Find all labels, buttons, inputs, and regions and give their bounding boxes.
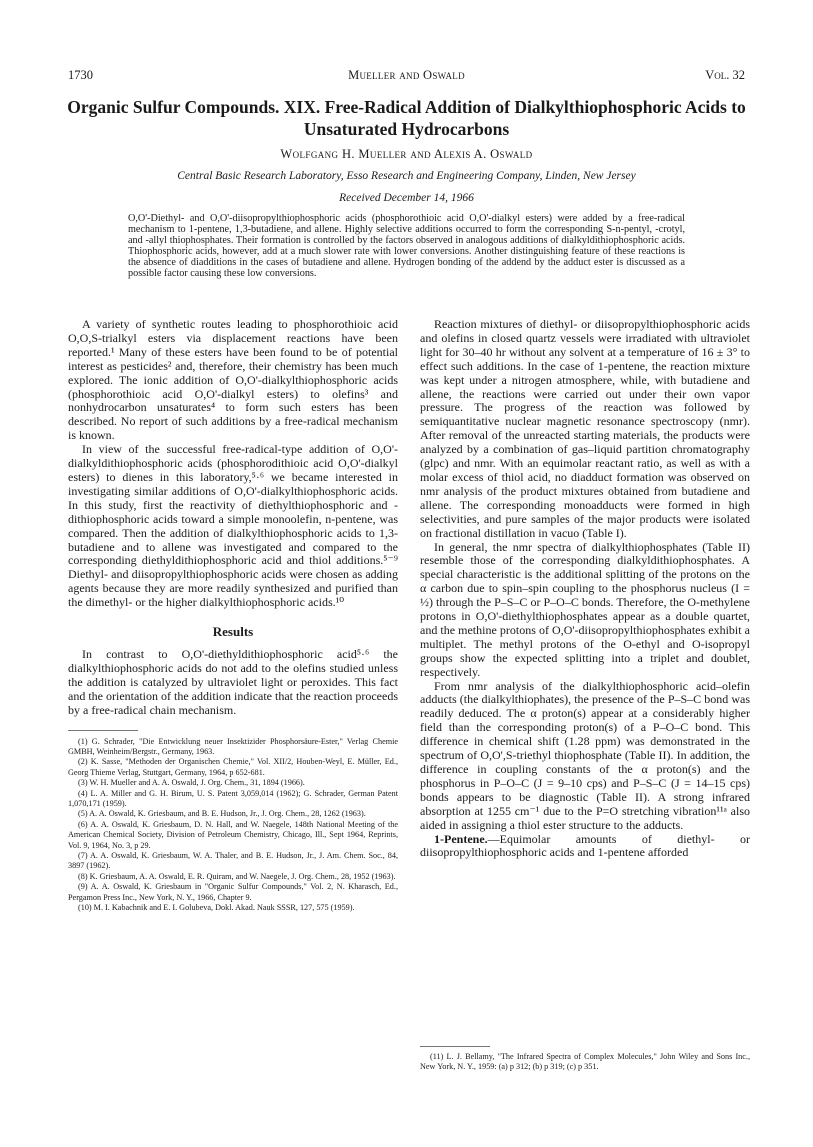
body-paragraph-3: From nmr analysis of the dialkylthiophosphoric acid–olefin adducts (the dialkylthiophates), the presence of the P–S–C bond was readily deduced. The α proton(s) appear at a considerably higher field than the corresponding proton(s) of a P–O–C bond. This difference in chemical shift (1.28 ppm) was demonstrated in the spectrum of O,O',S-triethyl thiophosphate (Table II). In addition, the difference in coupling constants of the α proton(s) and the phosphorus in P–O–C (J = 9–10 cps) and P–S–C (J = 14–15 cps) bonds appears to be diagnostic (Table II). A strong infrared absorption at 1255 cm⁻¹ due to the P=O stretching vibration¹¹ᵃ also aided in assigning a thiol ester structure to the adducts. — [420, 678, 750, 832]
article-title: Organic Sulfur Compounds. XIX. Free-Radical Addition of Dialkylthiophosphoric Acids to Unsaturated Hydrocarbons — [67, 97, 746, 139]
page-number: 1730 — [68, 68, 93, 82]
results-paragraph-1: In contrast to O,O'-diethyldithiophosphoric acid⁵·⁶ the dialkylthiophosphoric acids do not add to the olefins studied unless the addition is catalyzed by ultraviolet light or peroxides. This fact and the orientation of the addition indicate that the reaction proceeds by a free-radical chain mechanism. — [68, 647, 398, 717]
footnote: (4) L. A. Miller and G. H. Birum, U. S. Patent 3,059,014 (1962); G. Schrader, German Patent 1,070,171 (1959). — [68, 788, 398, 808]
footnote: (10) M. I. Kabachnik and E. I. Golubeva, Dokl. Akad. Nauk SSSR, 127, 575 (1959). — [78, 903, 355, 913]
intro-paragraph-2: In view of the successful free-radical-type addition of O,O'-dialkyldithiophosphoric acids (phosphorodithioic acid O,O'-dialkyl esters) to dienes in this laboratory,⁵·⁶ we became interested in investigating similar additions of O,O'-dialkylthiophosphoric acids. In this study, first the reactivity of diethylthiophosphoric and -dithiophosphoric acids toward a simple monoolefin, n-pentene, was compared. Then the addition of dialkylthiophosphoric acids to 1,3-butadiene and to allene was investigated and compared to the corresponding diethyldithiophosphoric acid and thiol additions.⁵⁻⁹ Diethyl- and diisopropylthiophosphoric acids were chosen as adding agents because they are more readily synthesized and purified than the dimethyl- or the higher dialkylthiophosphoric acids.¹⁰ — [68, 442, 398, 610]
footnote-right-block — [420, 1052, 750, 1073]
footnote: (7) A. A. Oswald, K. Griesbaum, W. A. Thaler, and B. E. Hudson, Jr., J. Am. Chem. Soc., 84, 3897 (1962). — [68, 851, 398, 871]
body-paragraph-4 — [420, 833, 750, 861]
abstract: O,O'-Diethyl- and O,O'-diisopropylthiophosphoric acids (phosphorothioic acid O,O'-dialkyl esters) were added by a free-radical mechanism to 1-pentene, 1,3-butadiene, and allene. Highly selective additions occurred to form the corresponding S-n-pentyl, -crotyl, and -allyl thiophosphates. Their formation is controlled by the factors observed in analogous additions of dialkyldithiophosphoric acids. Thiophosphoric acids, however, add at a much slower rate with lower conversions. Another distinguishing feature of these reactions is the absence of diadditions in the cases of butadiene and allene. Hydrogen bonding of the addend by the adduct ester is discussed as a possible factor causing these low conversions. — [128, 213, 685, 280]
results-heading: Results — [212, 624, 254, 640]
footnote: (6) A. A. Oswald, K. Griesbaum, D. N. Hall, and W. Naegele, 148th National Meeting of the American Chemical Society, Division of Petroleum Chemistry, Chicago, Ill., Sept 1964, Reprints, Vol. 9, 1964, No. 3, p 29. — [68, 819, 398, 850]
left-column — [68, 318, 398, 913]
intro-paragraph-1: A variety of synthetic routes leading to phosphorothioic acid O,O,S-trialkyl esters via displacement reactions have been reported.¹ Many of these esters have been found to be of potential interest as pesticides² and, therefore, their chemistry has been much explored. The ionic addition of O,O'-dialkylthiophosphoric acids (phosphorothioic acid O,O'-dialkyl esters) to olefins³ and nonhydrocarbon unsaturates⁴ to form such esters has been described. No report of such additions by a free-radical mechanism is known. — [68, 317, 398, 443]
body-paragraph-2: In general, the nmr spectra of dialkylthiophosphates (Table II) resemble those of the corresponding dialkyldithiophosphates. A special characteristic is the additional splitting of the protons on the α carbon due to spin–spin coupling to the phosphorus nucleus (I = ½) through the P–S–C or P–O–C bonds. Therefore, the O-methylene protons in O,O'-diethylthiophosphates appear as a double quartet, and the methine protons of O,O'-diisopropylthiophosphates exhibit a multiplet. The methyl protons of the O-ethyl and O-isopropyl groups show the expected splitting into a triplet and doublet, respectively. — [420, 539, 750, 679]
footnote: (2) K. Sasse, "Methoden der Organischen Chemie," Vol. XII/2, Houben-Weyl, E. Müller, Ed., Georg Thieme Verlag, Stuttgart, Germany, 1964, p 652-681. — [68, 757, 398, 777]
right-column — [420, 318, 750, 860]
received-date: Received December 14, 1966 — [339, 192, 474, 204]
footnote: (8) K. Griesbaum, A. A. Oswald, E. R. Quiram, and W. Naegele, J. Org. Chem., 28, 1952 (1963). — [78, 871, 396, 881]
affiliation: Central Basic Research Laboratory, Esso Research and Engineering Company, Linden, New Jersey — [177, 170, 636, 182]
pentene-paragraph-text: —Equimolar amounts of diethyl- or diisopropylthiophosphoric acids and 1-pentene afforded — [420, 831, 750, 860]
footnote-rule — [68, 730, 138, 731]
footnote: (3) W. H. Mueller and A. A. Oswald, J. Org. Chem., 31, 1894 (1966). — [78, 778, 305, 788]
article-authors: Wolfgang H. Mueller and Alexis A. Oswald — [280, 147, 533, 161]
footnote: (9) A. A. Oswald, K. Griesbaum in "Organic Sulfur Compounds," Vol. 2, N. Kharasch, Ed., Pergamon Press Inc., New York, N. Y., 1966, Chapter 9. — [68, 882, 398, 902]
body-paragraph-1: Reaction mixtures of diethyl- or diisopropylthiophosphoric acids and olefins in closed quartz vessels were irradiated with ultraviolet light for 30–40 hr without any solvent at a temperature of 16 ± 3° to effect such additions. In the case of 1-pentene, the reaction mixture was kept under a nitrogen atmosphere, while, with butadiene and allene, the reactions were carried out under their own vapor pressure. The progress of the reaction was followed by semiquantitative nuclear magnetic resonance spectroscopy (nmr). After removal of the unreacted starting materials, the products were analyzed by a combination of gas–liquid partition chromatography (glpc) and nmr. With an equimolar reactant ratio, as well as with a molar excess of thiol acid, no diadduct formation was observed on nmr analysis of the product mixtures obtained from butadiene and allene. The corresponding monoadducts were formed in high selectivities, and pure samples of the major products were isolated on fractional distillation in vacuo (Table I). — [420, 317, 750, 540]
footnote-rule-right — [420, 1046, 490, 1047]
footnote: (1) G. Schrader, "Die Entwicklung neuer Insektizider Phosphorsäure-Ester," Verlag Chemie GMBH, Weinheim/Bergstr., Germany, 1963. — [68, 736, 398, 756]
footnote: (11) L. J. Bellamy, "The Infrared Spectra of Complex Molecules," John Wiley and Sons Inc., New York, N. Y., 1959: (a) p 312; (b) p 319; (c) p 351. — [420, 1052, 750, 1072]
volume-label: Vol. 32 — [705, 68, 745, 82]
footnote: (5) A. A. Oswald, K. Griesbaum, and B. E. Hudson, Jr., J. Org. Chem., 28, 1262 (1963). — [78, 809, 366, 819]
pentene-run-in-heading: 1-Pentene. — [434, 831, 488, 846]
running-title: Mueller and Oswald — [348, 68, 465, 82]
